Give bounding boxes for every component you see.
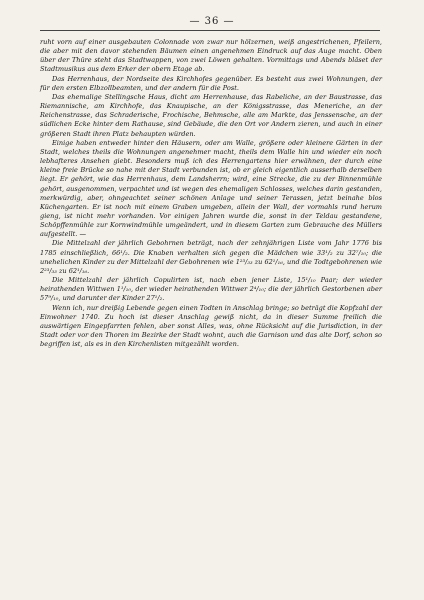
paragraph: Wenn ich, nur dreißig Lebende gegen einen Todten in Anschlag bringe; so beträgt die Kopfzahl der Einwohner 1740. Zu hoch ist dieser Anschlag gewiß nicht, da in dieser Summe freilich die auswärtigen Eingepfarrten fehlen, aber sonst Alles, was, ohne Rücksicht auf die Jurisdiction, in der Stadt oder vor den Thoren im Bezirke der Stadt wohnt, auch die Garnison und das alte Dorf, schon so begriffen ist, als es in den Kirchenlisten mitgezählt worden. <box>40 303 382 349</box>
header-rule <box>40 30 380 31</box>
page-body <box>40 38 382 349</box>
paragraph: Die Mittelzahl der jährlich Gebohrnen beträgt, nach der zehnjährigen Liste vom Jahr 1776 bis 1785 einschließlich, 66¹/₂. Die Knaben verhalten sich gegen die Mädchen wie 33¹/₂ zu 32⁷/₁₀; die unehelichen Kinder zu der Mittelzahl der Gebohrenen wie 1²³/₃₃ zu 62¹/₁₆, und die Todtgebohrenen wie 2²³/₃₃ zu 62¹/₁₆. <box>40 239 382 275</box>
paragraph: ruht vorn auf einer ausgebauten Colonnade von zwar nur hölzernen, weiß angestrichenen, Pfeilern, die aber mit den davor stehenden Bäumen einen angenehmen Eindruck auf das Auge macht. Oben über der Thüre steht das Stadtwappen, von zwei Löwen gehalten. Vormittags und Abends bläset der Stadtmusikus aus dem Erker der obern Etage ab. <box>40 38 382 74</box>
paragraph: Die Mittelzahl der jährlich Copulirten ist, nach eben jener Liste, 15¹/₁₀ Paar; der wieder heirathenden Wittwen 1¹/₁₀, der wieder heirathenden Wittwer 2⁴/₁₀; die der jährlich Gestorbenen aber 57⁹/₁₀, und darunter der Kinder 27¹/₂. <box>40 276 382 303</box>
paragraph: Das Herrenhaus, der Nordseite des Kirchhofes gegenüber. Es besteht aus zwei Wohnungen, der für den ersten Elbzollbeamten, und der andern für die Post. <box>40 74 382 92</box>
paragraph: Das ehemalige Stellingsche Haus, dicht am Herrenhause, das Rabeliche, an der Baustrasse, das Riemannische, am Kirchhofe, das Knaupische, an der Königsstrasse, das Meneriche, an der Reichenstrasse, das Schraderische, Frochische, Behmsche, alle am Markte, das Jenssensche, an der südlichen Ecke hinter dem Rathause, sind Gebäude, die den Ort vor Andern zieren, und auch in einer größeren Stadt ihren Platz behaupten würden. <box>40 92 382 138</box>
page-number: — 36 — <box>189 16 235 27</box>
paragraph: Einige haben entweder hinter den Häusern, oder am Walle, größere oder kleinere Gärten in der Stadt, welches theils die Wohnungen angenehmer macht, theils dem Walle hin und wieder ein noch lebhafteres Ansehen giebt. Besonders muß ich des Herrengartens hier erwähnen, der durch eine kleine freie Brücke so nahe mit der Stadt verbunden ist, ob er gleich eigentlich ausserhalb derselben liegt. Er gehört, wie das Herrenhaus, dem Landsherrn; wird, eine Strecke, die zu der Binnenmühle gehört, ausgenommen, verpachtet und ist wegen des ehemaligen Schlosses, welches darin gestanden, merkwürdig, aber, ohngeachtet seiner schönen Anlage und seiner Terassen, jetzt beinahe blos Küchengarten. Er ist noch mit einem Graben umgeben, allein der Wall, der vormahls rund herum gieng, ist nicht mehr vorhanden. Vor einigen Jahren wurde die, sonst in der Teldau gestandene, Schöpffenmühle zur Kornwindmühle umgeändert, und in diesem Garten zum Gebrauche des Müllers aufgestellt. — <box>40 138 382 239</box>
